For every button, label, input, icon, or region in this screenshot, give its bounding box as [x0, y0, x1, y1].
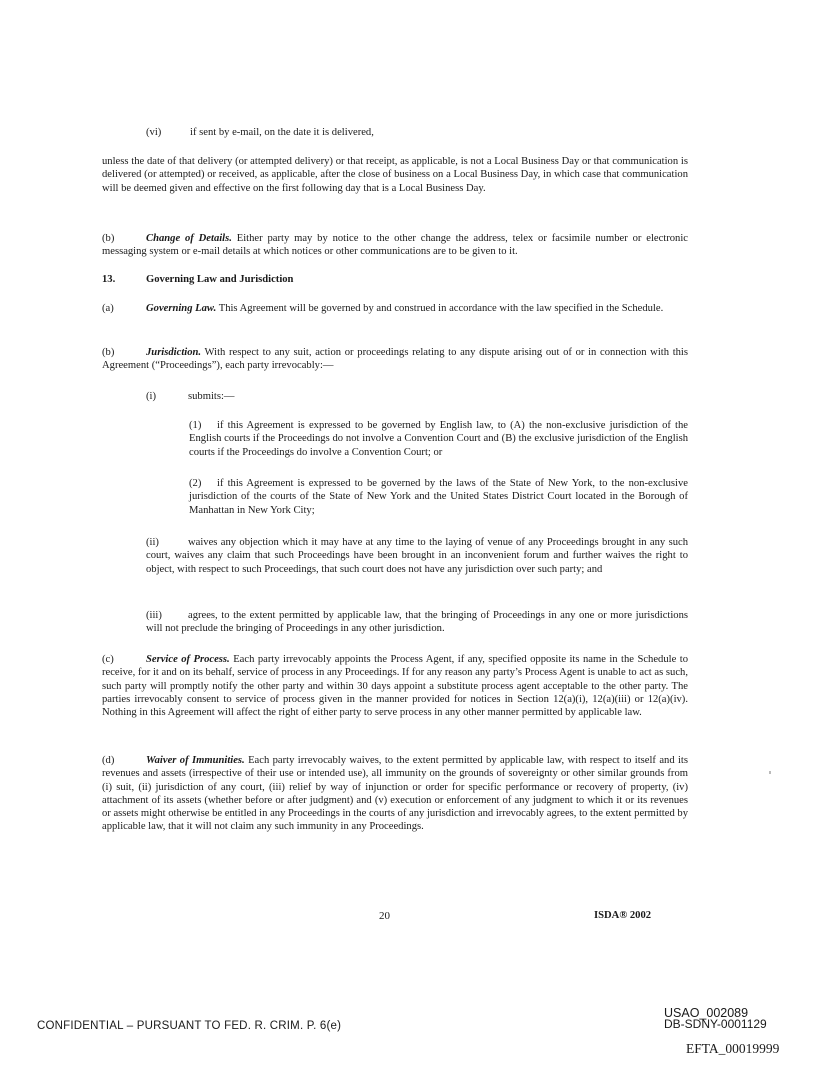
governing-law-heading: Governing Law. — [146, 303, 217, 314]
scan-speck — [769, 771, 771, 774]
service-of-process-heading: Service of Process. — [146, 654, 230, 665]
governing-law-text: This Agreement will be governed by and construed in accordance with the law specified in the Schedule. — [218, 303, 664, 314]
waiver-of-immunities-label: (d) — [102, 755, 115, 766]
item-iii — [146, 609, 688, 636]
item-iii-label: (iii) — [146, 610, 162, 621]
jurisdiction-paragraph — [102, 346, 688, 373]
db-bates-stamp: DB-SDNY-0001129 — [664, 1017, 767, 1031]
unless-paragraph: unless the date of that delivery (or attempted delivery) or that receipt, as applicable, is not a Local Business Day or that communication is delivered (or attempted) or received, as applicable, after the close of business on a Local Business Day, in which case that communication will be deemed given and effective on the first following day that is a Local Business Day. — [102, 156, 688, 194]
sub-item-2 — [189, 477, 688, 517]
item-iii-text: agrees, to the extent permitted by applicable law, that the bringing of Proceedings in any one or more jurisdictions will not preclude the bringing of Proceedings in any other jurisdiction. — [146, 610, 688, 635]
item-ii — [146, 536, 688, 576]
jurisdiction-text: With respect to any suit, action or proceedings relating to any dispute arising out of or in connection with this Agreement (“Proceedings”), each party irrevocably:— — [102, 347, 688, 372]
usao-bates-stamp: USAO_002089 — [664, 1006, 749, 1020]
clause-vi — [146, 126, 688, 139]
sub-item-2-label: (2) — [189, 478, 202, 489]
service-of-process-paragraph — [102, 653, 688, 719]
efta-bates-stamp: EFTA_00019999 — [686, 1041, 780, 1056]
service-of-process-text: Each party irrevocably appoints the Process Agent, if any, specified opposite its name in the Schedule to receive, for it and on its behalf, service of process in any Proceedings. If for any reason any party’s Process Agent is unable to act as such, such party will promptly notify the other party and within 30 days appoint a substitute process agent acceptable to the other party. The parties irrevocably consent to service of process given in the manner provided for notices in Section 12(a)(i), 12(a)(iii) or 12(a)(iv). Nothing in this Agreement will affect the right of either party to serve process in any other manner permitted by applicable law. — [102, 654, 689, 719]
item-ii-text: waives any objection which it may have at any time to the laying of venue of any Proceedings brought in any such court, waives any claim that such Proceedings have been brought in an inconvenient forum and further waives the right to object, with respect to such Proceedings, that such court does not have any jurisdiction over such party; and — [146, 537, 688, 575]
clause-vi-text: if sent by e-mail, on the date it is delivered, — [190, 127, 374, 138]
section-13-number: 13. — [102, 274, 116, 285]
waiver-of-immunities-paragraph — [102, 754, 688, 834]
sub-item-1 — [189, 419, 688, 459]
sub-item-1-text: if this Agreement is expressed to be governed by English law, to (A) the non-exclusive jurisdiction of the English courts if the Proceedings do not involve a Convention Court and (B) the exclusive jurisdiction of the English courts if the Proceedings do involve a Convention Court; or — [189, 420, 688, 458]
item-i — [146, 390, 688, 403]
service-of-process-label: (c) — [102, 654, 114, 665]
waiver-of-immunities-text: Each party irrevocably waives, to the extent permitted by applicable law, with respect to itself and its revenues and assets (irrespective of their use or intended use), all immunity on the grounds of sovereignty or other similar grounds from (i) suit, (ii) jurisdiction of any court, (iii) relief by way of injunction or order for specific performance or recovery of property, (iv) attachment of its assets (whether before or after judgment) and (v) execution or enforcement of any judgment to which it or its revenues or assets might otherwise be entitled in any Proceedings in the courts of any jurisdiction and irrevocably agrees, to the extent permitted by applicable law, that it will not claim any such immunity in any Proceedings. — [102, 755, 689, 833]
item-i-text: submits:— — [188, 391, 235, 402]
section-13-title: Governing Law and Jurisdiction — [146, 274, 294, 285]
jurisdiction-heading: Jurisdiction. — [146, 347, 202, 358]
sub-item-2-text: if this Agreement is expressed to be governed by the laws of the State of New York, to the non-exclusive jurisdiction of the courts of the State of New York and the United States District Court located in the Borough of Manhattan in New York City; — [189, 478, 688, 516]
confidential-notice: CONFIDENTIAL – PURSUANT TO FED. R. CRIM. P. 6(e) — [37, 1020, 342, 1032]
change-of-details-paragraph — [102, 232, 688, 259]
change-of-details-heading: Change of Details. — [146, 233, 232, 244]
item-ii-label: (ii) — [146, 537, 159, 548]
change-of-details-text: Either party may by notice to the other change the address, telex or facsimile number or electronic messaging system or e-mail details at which notices or other communications are to be given to it. — [102, 233, 688, 258]
governing-law-paragraph — [102, 302, 688, 315]
jurisdiction-label: (b) — [102, 347, 115, 358]
waiver-of-immunities-heading: Waiver of Immunities. — [146, 755, 245, 766]
governing-law-label: (a) — [102, 303, 114, 314]
item-i-label: (i) — [146, 391, 156, 402]
sub-item-1-label: (1) — [189, 420, 202, 431]
change-of-details-label: (b) — [102, 233, 115, 244]
page-number: 20 — [379, 910, 390, 922]
section-13-heading — [102, 273, 688, 286]
clause-vi-label: (vi) — [146, 127, 162, 138]
isda-footer-label: ISDA® 2002 — [594, 910, 652, 921]
